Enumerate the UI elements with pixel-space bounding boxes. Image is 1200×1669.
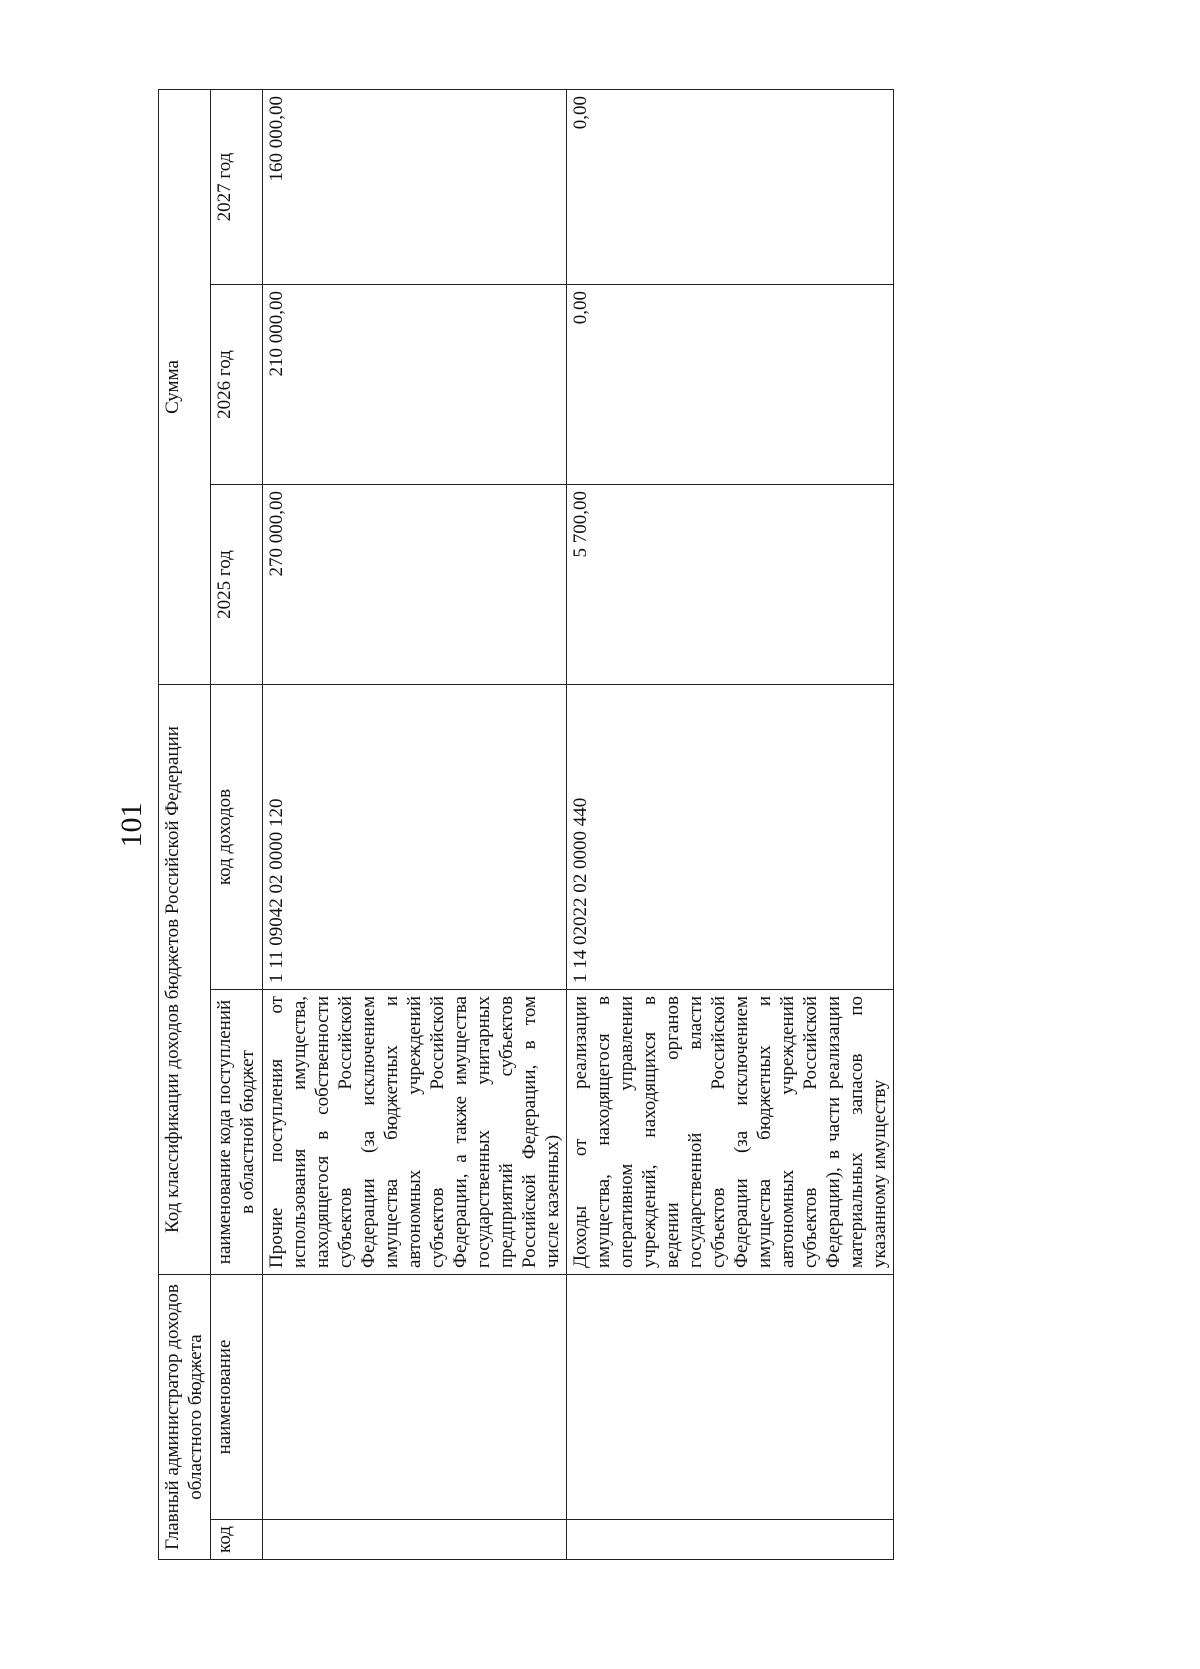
- header-classification-group: Код классификации доходов бюджетов Российской Федерации: [159, 685, 211, 1275]
- row-amount-2025: 270 000,00: [263, 485, 567, 685]
- header-year-2025: 2025 год: [211, 485, 263, 685]
- row-income-description: Доходы от реализации имущества, находящегося в оперативном управлении учреждений, находящихся в ведении органов государственной власти субъектов Российской Федерации (за исключением имущества бюджетных и автономных учреждений субъектов Российской Федерации), в части реализации материальных запасов по указанному имуществу: [567, 990, 894, 1275]
- header-year-2026: 2026 год: [211, 285, 263, 485]
- row-admin-name: [567, 1275, 894, 1520]
- table-row: [567, 89, 894, 1559]
- row-amount-2025: 5 700,00: [567, 485, 894, 685]
- rotated-table-container: [158, 90, 890, 1560]
- header-income-name: наименование кода поступлений в областной бюджет: [211, 990, 263, 1275]
- header-year-2027: 2027 год: [211, 89, 263, 284]
- row-amount-2026: 0,00: [567, 285, 894, 485]
- header-sum-group: Сумма: [159, 89, 211, 684]
- row-income-code: 1 14 02022 02 0000 440: [567, 685, 894, 990]
- row-amount-2026: 210 000,00: [263, 285, 567, 485]
- row-income-code: 1 11 09042 02 0000 120: [263, 685, 567, 990]
- row-amount-2027: 160 000,00: [263, 89, 567, 284]
- table-row: [263, 89, 567, 1559]
- header-row-groups: [159, 89, 211, 1559]
- header-income-code: код доходов: [211, 685, 263, 990]
- header-admin-name: наименование: [211, 1275, 263, 1520]
- income-table: [158, 89, 894, 1560]
- row-admin-code: [567, 1520, 894, 1560]
- row-admin-name: [263, 1275, 567, 1520]
- row-income-description: Прочие поступления от использования имущества, находящегося в собственности субъектов Российской Федерации (за исключением имущества бюджетных и автономных учреждений субъектов Российской Федерации, а также имущества государственных унитарных предприятий субъектов Российской Федерации, в том числе казенных): [263, 990, 567, 1275]
- header-admin-group: Главный администратор доходов областного бюджета: [159, 1275, 211, 1560]
- row-amount-2027: 0,00: [567, 89, 894, 284]
- header-row-columns: [211, 89, 263, 1559]
- header-admin-code: код: [211, 1520, 263, 1560]
- page-number: 101: [115, 802, 148, 848]
- row-admin-code: [263, 1520, 567, 1560]
